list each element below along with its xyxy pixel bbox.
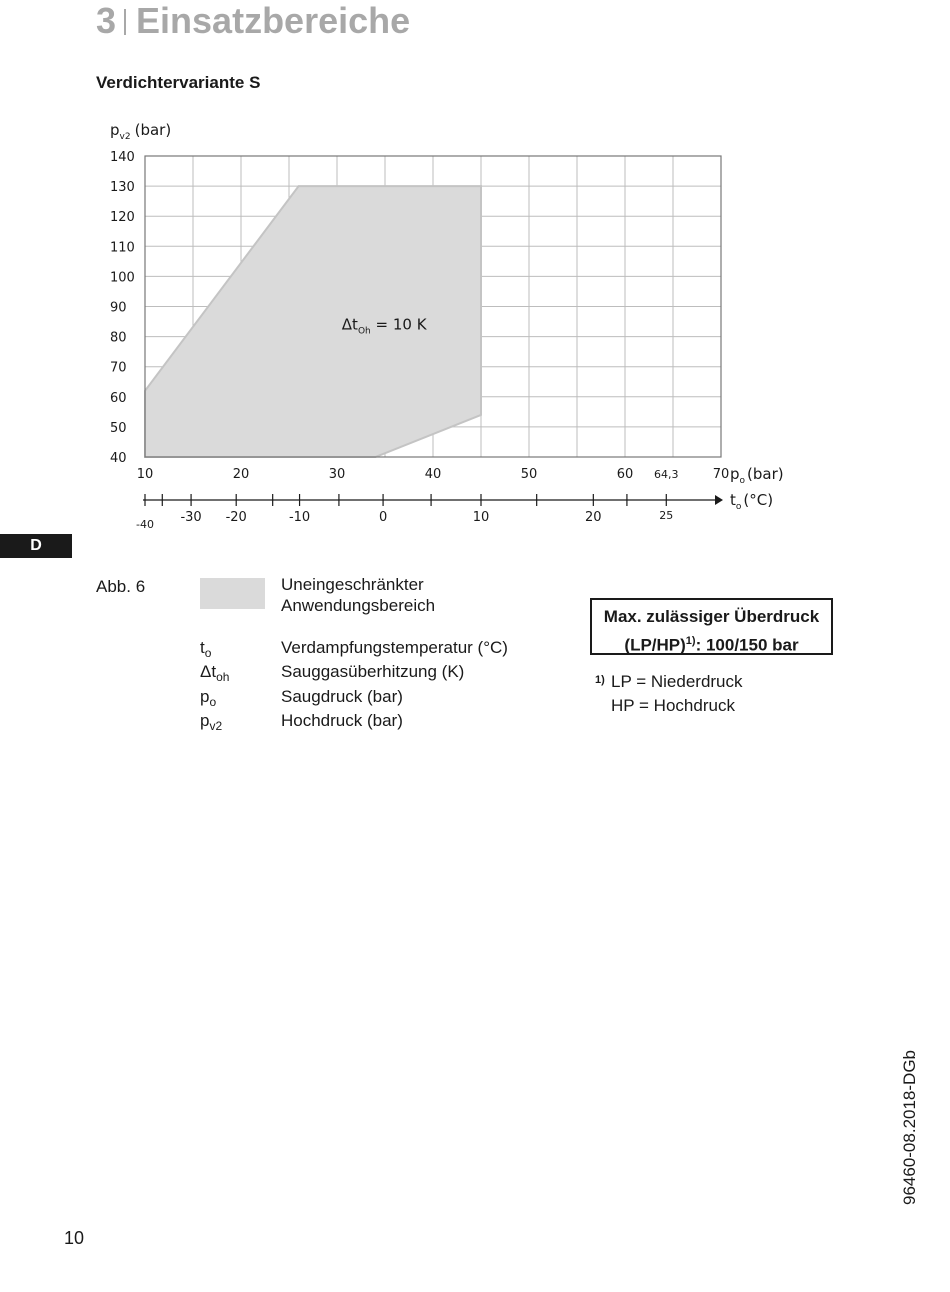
temperature-axis-arrow (715, 495, 723, 505)
x-label-unit: (bar) (747, 465, 784, 483)
max-pressure-line-2: $(LP/HP)^{1)}$: 100/150 bar (624, 635, 799, 655)
legend-swatch (200, 578, 265, 609)
chart (0, 0, 950, 560)
application-area (145, 186, 481, 457)
legend-line-2: Anwendungsbereich (281, 596, 436, 615)
y-tick-label: 50 (110, 420, 127, 436)
temperature-tick-label: -20 (225, 510, 247, 525)
symbol: $p_{v2}$ (200, 711, 223, 733)
y-tick-label: 70 (110, 360, 127, 376)
x-tick-labels (137, 467, 730, 482)
legend-line-1: Uneingeschränkter (281, 575, 424, 594)
symbol: $\Delta t_{oh}$ (200, 662, 230, 684)
x-tick-label: 20 (232, 467, 250, 482)
x-axis-label (730, 465, 784, 486)
y-tick-label: 140 (110, 150, 135, 165)
symbol-definition: Hochdruck (bar) (281, 711, 403, 730)
symbol-definition: Saugdruck (bar) (281, 687, 403, 706)
y-label-main: p (110, 121, 120, 139)
temperature-tick-label: -40 (136, 518, 154, 531)
y-axis-label (110, 121, 171, 142)
x-tick-label: 64,3 (654, 468, 679, 481)
footnote-line-1: LP = Niederdruck (611, 672, 743, 691)
area-annotation (342, 316, 428, 337)
t-label-main: t (730, 491, 736, 509)
y-label-sub: v2 (119, 132, 131, 142)
t-label-unit: (°C) (743, 491, 774, 509)
t-label-sub: o (735, 502, 742, 512)
y-tick-label: 130 (110, 180, 135, 196)
y-tick-label: 110 (110, 240, 135, 256)
x-tick-label: 40 (424, 467, 442, 482)
section-number: 3 (96, 0, 117, 41)
y-tick-label: 120 (110, 210, 135, 226)
y-tick-label: 80 (110, 330, 127, 346)
x-tick-label: 10 (136, 467, 154, 482)
x-tick-label: 50 (520, 467, 538, 482)
footnote-mark: 1) (595, 674, 605, 686)
temperature-tick-label: 20 (585, 510, 602, 525)
max-pressure-line-1: Max. zulässiger Überdruck (603, 607, 820, 626)
y-tick-label: 100 (110, 270, 135, 286)
y-tick-label: 60 (110, 390, 127, 406)
annotation-sub: Oh (357, 326, 371, 337)
document-number: 96460-08.2018-DGb (900, 1049, 919, 1205)
temperature-axis-label (730, 491, 773, 512)
y-label-unit: (bar) (134, 121, 172, 139)
x-label-main: p (730, 465, 740, 483)
y-tick-label: 90 (110, 300, 127, 316)
y-tick-labels (110, 150, 135, 466)
footnote-line-2: HP = Hochdruck (611, 696, 735, 715)
temperature-tick-label: 25 (659, 509, 674, 522)
x-label-sub: o (739, 476, 746, 486)
chart-subtitle: Verdichtervariante S (96, 73, 261, 92)
temperature-tick-label: -30 (180, 510, 202, 525)
temperature-tick-label: 10 (472, 510, 490, 525)
y-tick-label: 40 (110, 451, 127, 466)
x-tick-label: 60 (616, 467, 634, 482)
annotation-main: Δt (341, 315, 358, 334)
language-tab: D (0, 534, 72, 558)
symbol-definition: Verdampfungstemperatur (°C) (281, 638, 508, 657)
legend-description (281, 574, 541, 616)
symbol-definition: Sauggasüberhitzung (K) (281, 662, 465, 681)
temperature-tick-label: -10 (288, 510, 311, 525)
figure-label: Abb. 6 (96, 577, 146, 596)
section-title: Einsatzbereiche (136, 0, 411, 41)
max-pressure-box (590, 598, 833, 655)
temperature-axis (136, 491, 773, 531)
page-number: 10 (64, 1228, 85, 1248)
symbol: $t_o$ (200, 638, 212, 660)
symbol: $p_o$ (200, 687, 217, 709)
temperature-tick-label: 0 (378, 510, 388, 525)
x-tick-label: 30 (328, 467, 346, 482)
annotation-rest: = 10 K (370, 315, 427, 334)
x-tick-label: 70 (712, 467, 730, 482)
